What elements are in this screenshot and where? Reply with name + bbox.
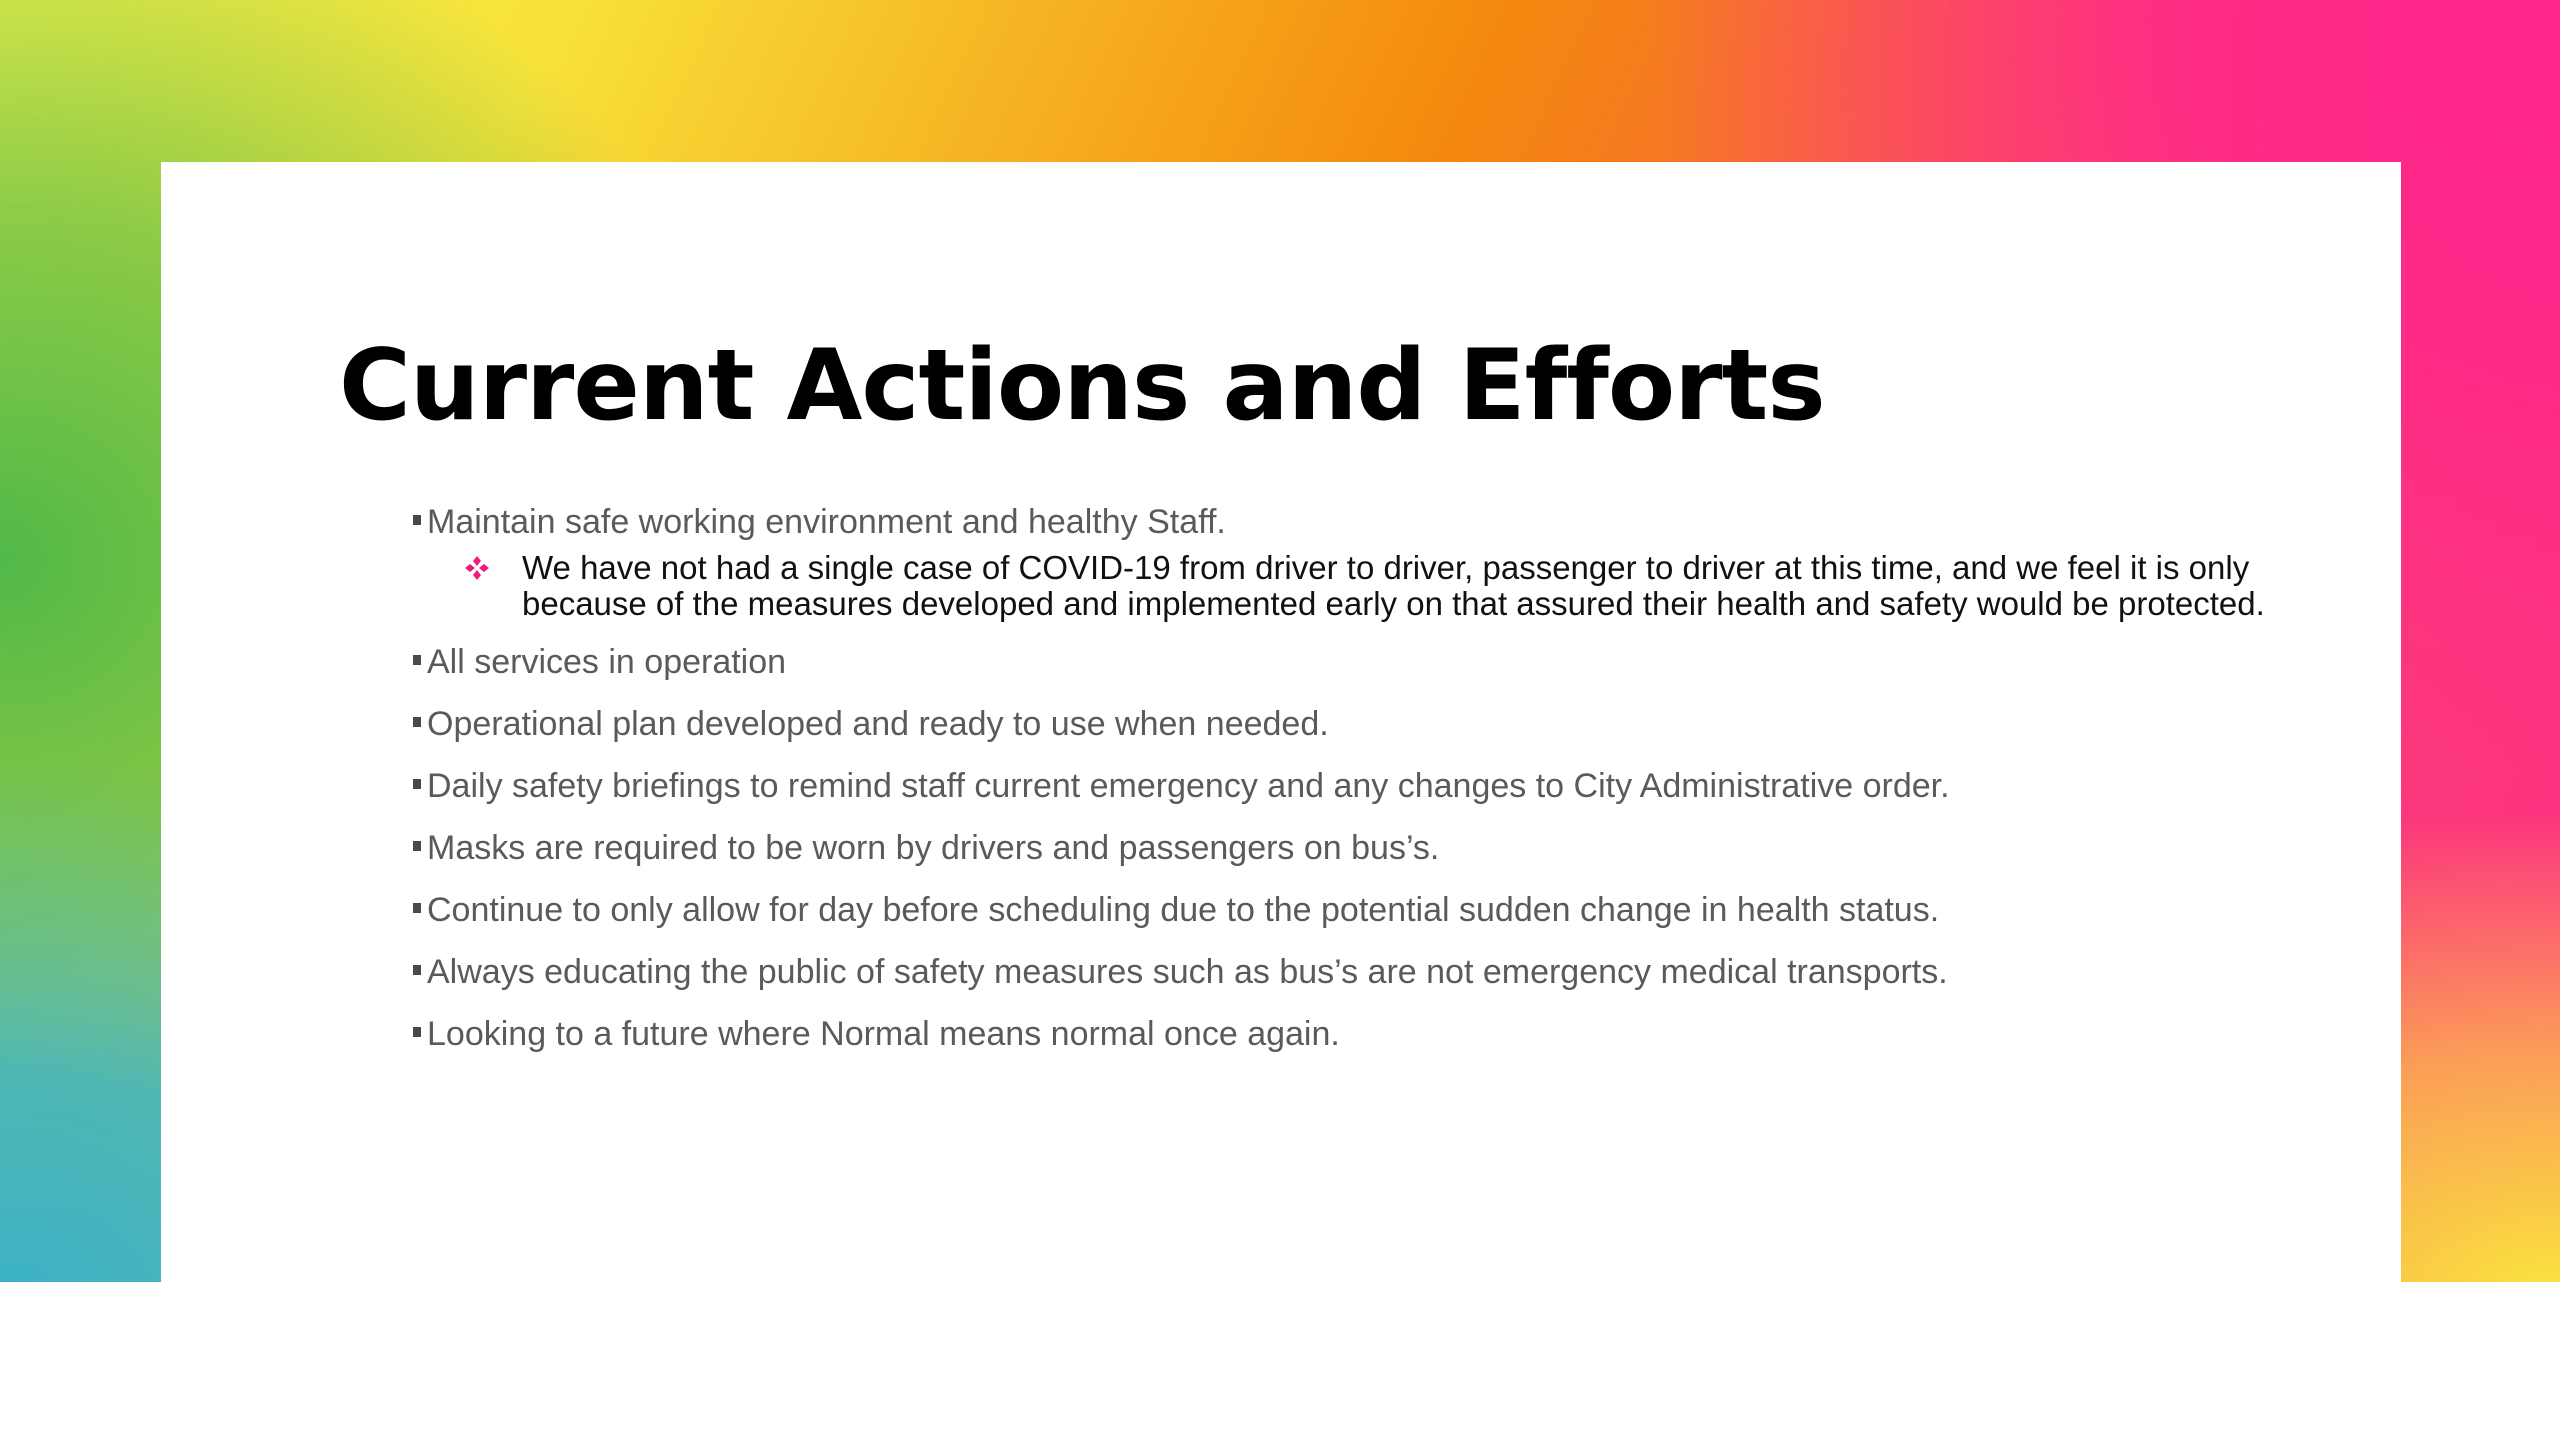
square-bullet-icon xyxy=(413,655,421,665)
square-bullet-icon xyxy=(413,717,421,727)
bullet-text: All services in operation xyxy=(427,643,787,681)
bullet-text: Masks are required to be worn by drivers and passengers on bus’s. xyxy=(427,829,1440,867)
bullet-text: Looking to a future where Normal means normal once again. xyxy=(427,1015,1340,1053)
four-diamond-icon xyxy=(463,554,491,582)
square-bullet-icon xyxy=(413,841,421,851)
bullet-item xyxy=(413,1014,2313,1054)
square-bullet-icon xyxy=(413,515,421,525)
bullet-item xyxy=(413,642,2313,682)
square-bullet-icon xyxy=(413,779,421,789)
bullet-text: Operational plan developed and ready to use when needed. xyxy=(427,705,1329,743)
slide-title: Current Actions and Efforts xyxy=(339,329,1825,443)
square-bullet-icon xyxy=(413,1027,421,1037)
bullet-list xyxy=(413,502,2313,1076)
bullet-item xyxy=(413,952,2313,992)
bullet-text: Maintain safe working environment and healthy Staff. xyxy=(427,503,1226,541)
bullet-item xyxy=(413,704,2313,744)
sub-bullet-text: We have not had a single case of COVID-19 from driver to driver, passenger to driver at this time, and we feel it is only because of the measures developed and implemented early on that assured their health and safety would be protected. xyxy=(522,549,2265,622)
bullet-text: Continue to only allow for day before scheduling due to the potential sudden change in health status. xyxy=(427,891,1940,929)
bullet-item xyxy=(413,766,2313,806)
square-bullet-icon xyxy=(413,903,421,913)
square-bullet-icon xyxy=(413,965,421,975)
bullet-item xyxy=(413,828,2313,868)
slide-card xyxy=(161,162,2401,1282)
bullet-item xyxy=(413,890,2313,930)
bullet-text: Always educating the public of safety measures such as bus’s are not emergency medical transports. xyxy=(427,953,1948,991)
bullet-text: Daily safety briefings to remind staff current emergency and any changes to City Administrative order. xyxy=(427,767,1950,805)
bullet-item xyxy=(413,502,2313,542)
sub-bullet-item xyxy=(413,550,2312,622)
